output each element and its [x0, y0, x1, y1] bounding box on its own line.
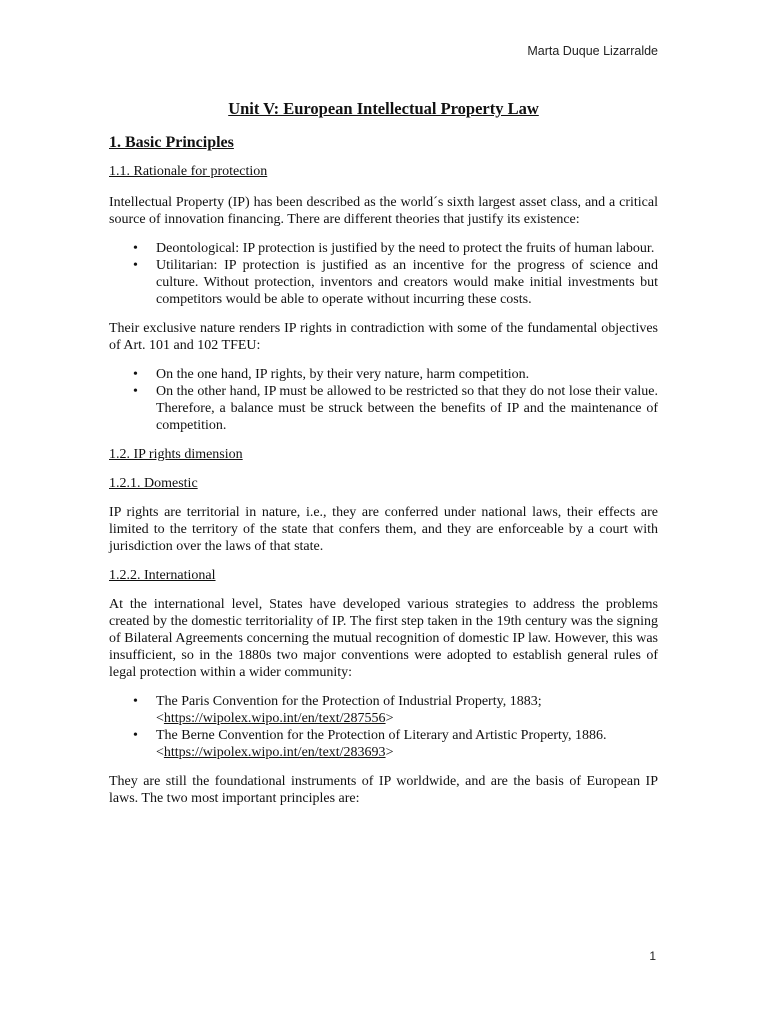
paris-convention-link[interactable]: https://wipolex.wipo.int/en/text/287556 [163, 711, 386, 726]
berne-convention-text: The Berne Convention for the Protection of Literary and Artistic Property, 1886. [156, 728, 607, 743]
list-item-harm-competition: • On the one hand, IP rights, by their very nature, harm competition. [156, 366, 658, 383]
berne-convention-link[interactable]: https://wipolex.wipo.int/en/text/283693 [163, 745, 386, 760]
subsection-heading-dimension: 1.2. IP rights dimension [109, 447, 243, 462]
subsection-heading-rationale: 1.1. Rationale for protection [109, 164, 268, 179]
bullet-list-conventions [109, 693, 658, 761]
list-item-balance: • On the other hand, IP must be allowed to be restricted so that they do not lose their value. Therefore, a balance must be struck between the benefits of IP and the maintenance of competition. [156, 383, 658, 434]
subsection-heading-domestic: 1.2.1. Domestic [109, 476, 198, 491]
bullet-list-competition [109, 366, 658, 434]
list-item-paris-convention: • The Paris Convention for the Protection of Industrial Property, 1883; <https://wipolex.wipo.int/en/text/287556> [156, 693, 658, 727]
bullet-list-theories [109, 240, 658, 308]
page-number: 1 [649, 949, 656, 963]
paragraph-international: At the international level, States have developed various strategies to address the problems created by the domestic territoriality of IP. The first step taken in the 19th century was the signing of Bilateral Agreements concerning the mutual recognition of domestic IP law. However, this was insufficient, so in the 1880s two major conventions were adopted to establish general rules of legal protection within a wider community: [109, 597, 658, 680]
paragraph-domestic: IP rights are territorial in nature, i.e., they are conferred under national laws, their effects are limited to the territory of the state that confers them, and they are enforceable by a court with jurisdiction over the laws of that state. [109, 505, 658, 554]
list-item-berne-convention: • The Berne Convention for the Protection of Literary and Artistic Property, 1886. <https://wipolex.wipo.int/en/text/283693> [156, 727, 658, 761]
list-item-utilitarian: • Utilitarian: IP protection is justified as an incentive for the progress of science and culture. Without protection, inventors and creators would make initial investments but competitors would be able to operate without incurring these costs. [156, 257, 658, 308]
paris-convention-text: The Paris Convention for the Protection of Industrial Property, 1883; [156, 694, 542, 709]
paragraph-rationale-intro: Intellectual Property (IP) has been described as the world´s sixth largest asset class, and a critical source of innovation financing. There are different theories that justify its existence: [109, 195, 658, 227]
list-item-deontological: • Deontological: IP protection is justified by the need to protect the fruits of human labour. [156, 240, 658, 257]
page-header-author: Marta Duque Lizarralde [527, 44, 658, 58]
paragraph-exclusive-nature: Their exclusive nature renders IP rights in contradiction with some of the fundamental objectives of Art. 101 and 102 TFEU: [109, 321, 658, 353]
subsection-heading-international: 1.2.2. International [109, 568, 216, 583]
document-title: Unit V: European Intellectual Property Law [228, 99, 539, 118]
document-body [109, 100, 658, 807]
paragraph-foundational: They are still the foundational instruments of IP worldwide, and are the basis of European IP laws. The two most important principles are: [109, 774, 658, 806]
section-heading-basic-principles: 1. Basic Principles [109, 134, 234, 151]
